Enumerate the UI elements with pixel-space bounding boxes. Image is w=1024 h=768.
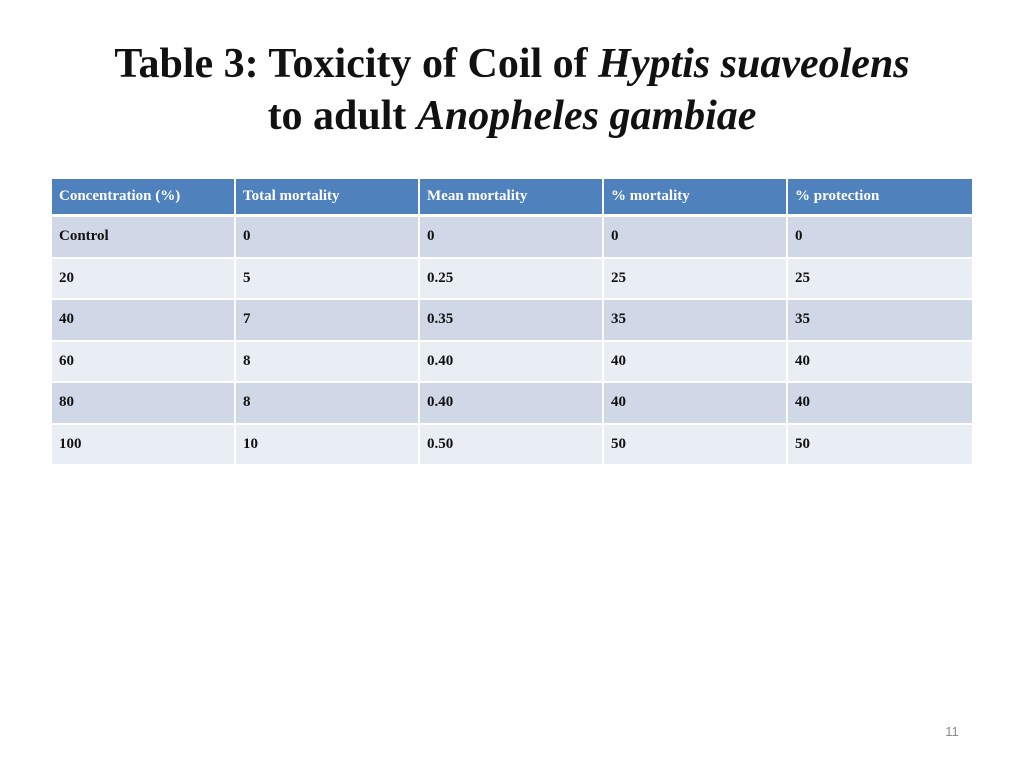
table-row — [52, 425, 972, 467]
cell-percent-protection: 40 — [788, 383, 972, 425]
cell-mean-mortality: 0.25 — [420, 259, 604, 301]
cell-percent-protection: 35 — [788, 300, 972, 342]
cell-concentration: 60 — [52, 342, 236, 384]
cell-concentration: 80 — [52, 383, 236, 425]
table-row — [52, 383, 972, 425]
slide-title — [40, 38, 984, 142]
table-row — [52, 300, 972, 342]
cell-total-mortality: 0 — [236, 217, 420, 259]
cell-percent-protection: 50 — [788, 425, 972, 467]
header-percent-protection: % protection — [788, 179, 972, 217]
table-row — [52, 217, 972, 259]
table-row — [52, 259, 972, 301]
header-total-mortality: Total mortality — [236, 179, 420, 217]
slide-number: 11 — [945, 724, 959, 739]
cell-concentration: Control — [52, 217, 236, 259]
cell-percent-protection: 25 — [788, 259, 972, 301]
cell-percent-mortality: 50 — [604, 425, 788, 467]
cell-concentration: 20 — [52, 259, 236, 301]
header-mean-mortality: Mean mortality — [420, 179, 604, 217]
species-name-hyptis: Hyptis suaveolens — [598, 41, 910, 87]
cell-total-mortality: 8 — [236, 383, 420, 425]
cell-concentration: 40 — [52, 300, 236, 342]
cell-percent-mortality: 35 — [604, 300, 788, 342]
toxicity-table — [52, 179, 972, 466]
header-concentration: Concentration (%) — [52, 179, 236, 217]
cell-percent-mortality: 40 — [604, 383, 788, 425]
cell-percent-mortality: 40 — [604, 342, 788, 384]
title-line-1-text: Table 3: Toxicity of Coil of — [114, 41, 599, 87]
cell-mean-mortality: 0 — [420, 217, 604, 259]
cell-concentration: 100 — [52, 425, 236, 467]
cell-total-mortality: 10 — [236, 425, 420, 467]
cell-mean-mortality: 0.40 — [420, 383, 604, 425]
title-line-2-text: to adult — [267, 93, 417, 139]
cell-mean-mortality: 0.50 — [420, 425, 604, 467]
cell-total-mortality: 8 — [236, 342, 420, 384]
cell-percent-mortality: 0 — [604, 217, 788, 259]
cell-total-mortality: 5 — [236, 259, 420, 301]
title-line-1 — [40, 38, 984, 90]
cell-total-mortality: 7 — [236, 300, 420, 342]
cell-mean-mortality: 0.35 — [420, 300, 604, 342]
table-header-row — [52, 179, 972, 217]
cell-percent-protection: 0 — [788, 217, 972, 259]
title-line-2 — [40, 90, 984, 142]
cell-percent-protection: 40 — [788, 342, 972, 384]
cell-percent-mortality: 25 — [604, 259, 788, 301]
species-name-anopheles: Anopheles gambiae — [416, 93, 757, 139]
table-row — [52, 342, 972, 384]
header-percent-mortality: % mortality — [604, 179, 788, 217]
cell-mean-mortality: 0.40 — [420, 342, 604, 384]
